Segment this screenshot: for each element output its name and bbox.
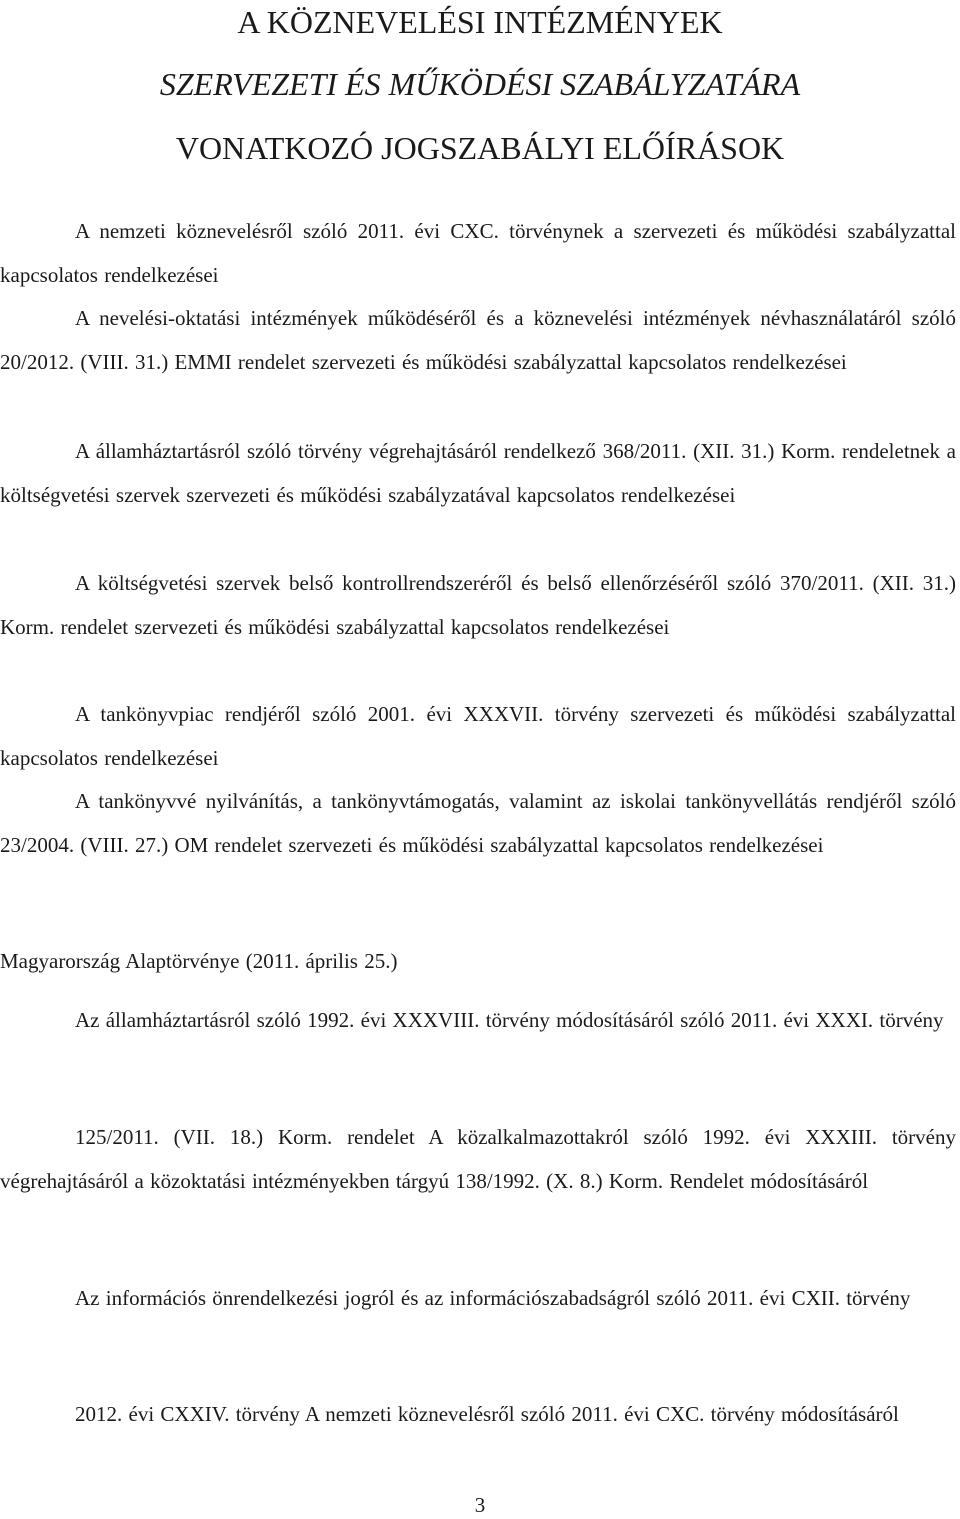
document-title-line-2: SZERVEZETI ÉS MŰKÖDÉSI SZABÁLYZATÁRA	[159, 66, 801, 102]
document-title-line-1: A KÖZNEVELÉSI INTÉZMÉNYEK	[237, 4, 723, 40]
regulation-paragraph-7: Magyarország Alaptörvénye (2011. április 25.)	[0, 949, 398, 973]
regulation-paragraph-4: A költségvetési szervek belső kontrollrendszeréről és belső ellenőrzéséről szóló 370/2011. (XII. 31.) Korm. rendelet szervezeti és működési szabályzattal kapcsolatos rendelkezései	[0, 571, 956, 639]
regulation-paragraph-10: Az információs önrendelkezési jogról és az információszabadságról szóló 2011. évi CXII. törvény	[75, 1286, 911, 1310]
regulation-paragraph-9: 125/2011. (VII. 18.) Korm. rendelet A közalkalmazottakról szóló 1992. évi XXXIII. törvény végrehajtásáról a közoktatási intézményekben tárgyú 138/1992. (X. 8.) Korm. Rendelet módosításáról	[0, 1125, 956, 1193]
regulation-paragraph-3: A államháztartásról szóló törvény végrehajtásáról rendelkező 368/2011. (XII. 31.) Korm. rendeletnek a költségvetési szervek szervezeti és működési szabályzatával kapcsolatos rendelkezései	[0, 439, 956, 507]
regulation-paragraph-11: 2012. évi CXXIV. törvény A nemzeti köznevelésről szóló 2011. évi CXC. törvény módosításáról	[75, 1402, 899, 1426]
page-number: 3	[474, 1493, 486, 1517]
regulation-paragraph-2: A nevelési-oktatási intézmények működéséről és a köznevelési intézmények névhasználatáról szóló 20/2012. (VIII. 31.) EMMI rendelet szervezeti és működési szabályzattal kapcsolatos rendelkezései	[0, 306, 956, 374]
regulation-paragraph-1: A nemzeti köznevelésről szóló 2011. évi CXC. törvénynek a szervezeti és működési szabályzattal kapcsolatos rendelkezései	[0, 219, 956, 287]
document-title-line-3: VONATKOZÓ JOGSZABÁLYI ELŐÍRÁSOK	[175, 130, 785, 166]
regulation-paragraph-8: Az államháztartásról szóló 1992. évi XXXVIII. törvény módosításáról szóló 2011. évi XXXI. törvény	[75, 1008, 944, 1032]
regulation-paragraph-5: A tankönyvpiac rendjéről szóló 2001. évi XXXVII. törvény szervezeti és működési szabályzattal kapcsolatos rendelkezései	[0, 702, 956, 770]
regulation-paragraph-6: A tankönyvvé nyilvánítás, a tankönyvtámogatás, valamint az iskolai tankönyvellátás rendjéről szóló 23/2004. (VIII. 27.) OM rendelet szervezeti és működési szabályzattal kapcsolatos rendelkezései	[0, 789, 956, 857]
